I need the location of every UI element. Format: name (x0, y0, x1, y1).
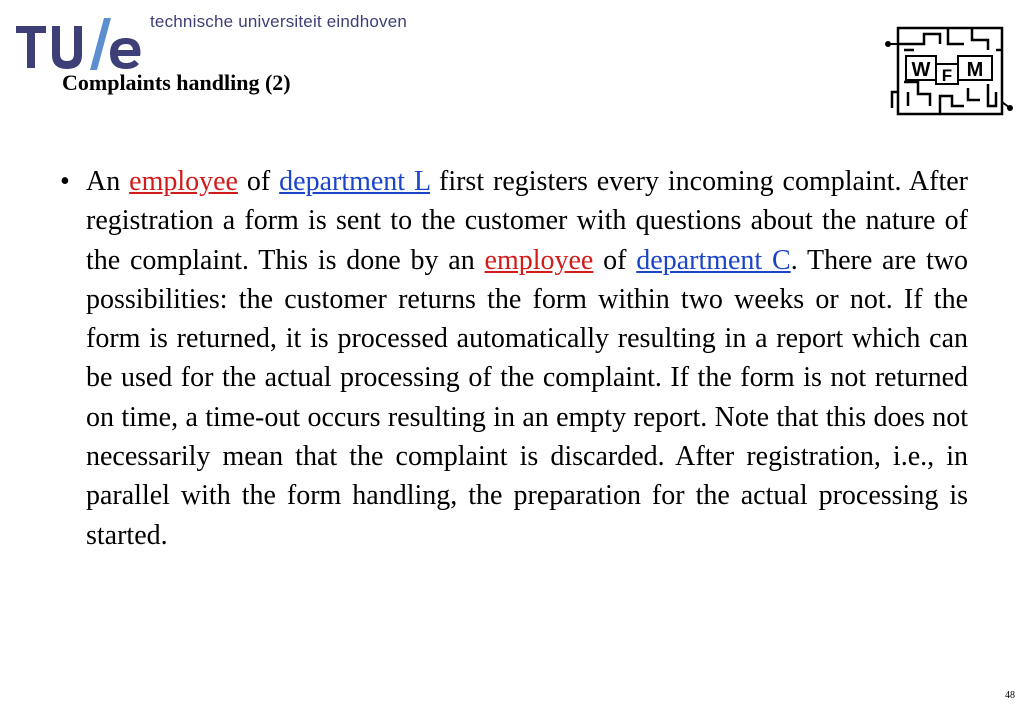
slide-body (60, 162, 968, 555)
text-segment: An (86, 166, 130, 197)
text-segment: of (237, 166, 280, 197)
svg-text:W: W (911, 59, 931, 81)
page-number: 48 (1005, 690, 1015, 701)
employee-link[interactable]: employee (129, 166, 238, 197)
svg-text:F: F (941, 66, 953, 85)
wfm-logo (884, 22, 1014, 122)
complaints-description (86, 162, 968, 555)
slide-title: Complaints handling (2) (62, 70, 291, 95)
text-segment: first registers every incoming complaint. After registration a form is sent to the customer with questions about the nature of the complaint. This is done by an (86, 166, 968, 276)
text-segment: . There are two possibilities: the customer returns the form within two weeks or not. If the form is returned, it is processed automatically resulting in a report which can be used for the actual processing of the complaint. If the form is not returned on time, a time-out occurs resulting in an empty report. Note that this does not necessarily mean that the complaint is discarded. After registration, i.e., in parallel with the form handling, the preparation for the actual processing is started. (86, 244, 969, 551)
bullet-marker: • (60, 166, 70, 197)
department-l-link[interactable]: department L (279, 166, 431, 197)
text-segment: of (593, 244, 637, 276)
tue-logo (14, 12, 144, 72)
university-name: technische universiteit eindhoven (150, 12, 408, 31)
svg-text:M: M (966, 59, 984, 81)
department-c-link[interactable]: department C (636, 244, 791, 276)
employee-link[interactable]: employee (484, 244, 594, 276)
